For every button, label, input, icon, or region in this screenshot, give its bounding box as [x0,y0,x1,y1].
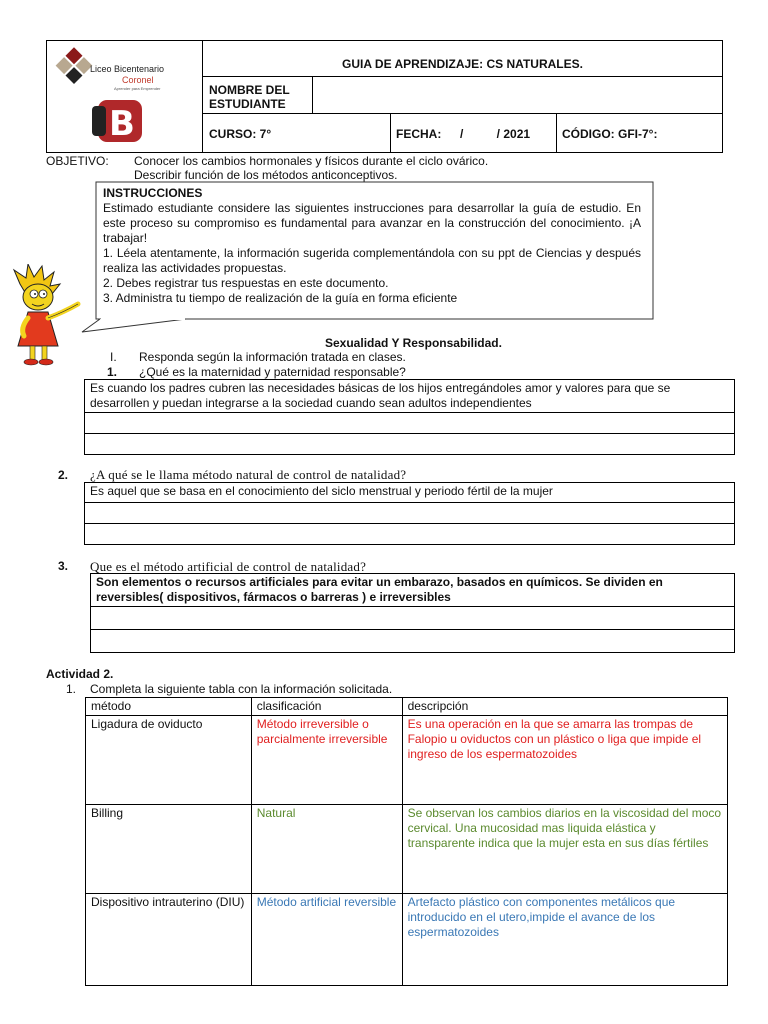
code-label: CÓDIGO: GFI-7°: [562,127,658,141]
method-cell[interactable]: Ligadura de oviducto [86,716,252,805]
section-title: Sexualidad Y Responsabilidad. [325,336,502,350]
classification-cell[interactable]: Método irreversible o parcialmente irreversible [251,716,402,805]
answer-3-blank-line[interactable] [91,607,735,630]
table-row [86,894,728,986]
instructions-item-3: 3. Administra tu tiempo de realización de la guía en forma eficiente [103,291,458,305]
answer-2-blank-line[interactable] [85,524,735,545]
logo-subtext: Coronel [122,75,154,85]
student-label: NOMBRE DEL ESTUDIANTE [209,83,290,111]
objective-label: OBJETIVO: [46,154,109,168]
question-2-text: ¿A qué se le llama método natural de control de natalidad? [90,467,407,482]
answer-1-blank-line[interactable] [85,413,735,434]
answer-3-text[interactable]: Son elementos o recursos artificiales para evitar un embarazo, basados en químicos. Se dividen en reversibles( dispositivos, fármacos o barreras ) e irreversibles [91,574,735,607]
answer-table-3 [90,573,735,653]
instructions-item-1: 1. Léela atentamente, la información sugerida complementándola con su ppt de Ciencias y después realiza las actividades propuestas. [103,246,641,275]
objective-line-1: Conocer los cambios hormonales y físicos durante el ciclo ovárico. [134,154,489,168]
column-header-classification: clasificación [251,698,402,716]
question-3-text: Que es el método artificial de control de natalidad? [90,559,367,574]
part-number: I. [110,350,117,364]
answer-3-blank-line[interactable] [91,630,735,653]
description-cell[interactable]: Es una operación en la que se amarra las trompas de Falopio u oviductos con un plástico o liga que impide el ingreso de los espermatozoides [402,716,727,805]
question-1-number: 1. [107,365,118,379]
guide-title: GUIA DE APRENDIZAJE: CS NATURALES. [342,57,583,71]
table-row [86,805,728,894]
classification-cell[interactable]: Natural [251,805,402,894]
activity-instruction-number: 1. [66,682,77,696]
cartoon-girl-illustration [6,264,86,368]
part-instruction: Responda según la información tratada en clases. [139,350,406,364]
method-cell[interactable]: Dispositivo intrauterino (DIU) [86,894,252,986]
activity-title: Actividad 2. [46,667,114,681]
date-value[interactable]: / / 2021 [460,127,531,141]
instructions-box [103,186,641,306]
svg-text:B: B [109,104,135,144]
description-cell[interactable]: Se observan los cambios diarios en la viscosidad del moco cervical. Una mucosidad mas liquida elástica y transparente indica que la mujer esta en sus días fértiles [402,805,727,894]
date-label: FECHA: [396,127,442,141]
column-header-method: método [86,698,252,716]
instructions-intro: Estimado estudiante considere las siguientes instrucciones para desarrollar la guía de estudio. En este proceso su compromiso es fundamental para avanzar en la construcción del conocimiento. ¡A trabajar! [103,201,641,245]
answer-2-text[interactable]: Es aquel que se basa en el conocimiento del siclo menstrual y periodo fértil de la mujer [85,483,735,503]
description-cell[interactable]: Artefacto plástico con componentes metálicos que introducido en el utero,impide el avance de los espermatozoides [402,894,727,986]
logo-tagline: Aprender para Emprender [114,86,161,91]
methods-table [85,697,728,986]
answer-2-blank-line[interactable] [85,503,735,524]
answer-table-1 [84,379,735,455]
answer-table-2 [84,482,735,545]
instructions-item-2: 2. Debes registrar tus respuestas en este documento. [103,276,389,290]
question-1-text: ¿Qué es la maternidad y paternidad responsable? [139,365,406,379]
answer-1-text[interactable]: Es cuando los padres cubren las necesidades básicas de los hijos entregándoles amor y valores para que se desarrollen y puedan integrarse a la sociedad cuando sean adultos independientes [85,380,735,413]
instructions-title: INSTRUCCIONES [103,186,203,200]
question-3-number: 3. [58,559,69,573]
column-header-description: descripción [402,698,727,716]
classification-cell[interactable]: Método artificial reversible [251,894,402,986]
method-cell[interactable]: Billing [86,805,252,894]
school-logo [52,42,198,150]
question-2-number: 2. [58,468,69,482]
course-label: CURSO: 7° [209,127,272,141]
table-row [86,716,728,805]
answer-1-blank-line[interactable] [85,434,735,455]
student-name-field[interactable] [314,78,720,111]
logo-text: Liceo Bicentenario [90,64,165,74]
objective-line-2: Describir función de los métodos anticonceptivos. [134,168,398,182]
activity-instruction: Completa la siguiente tabla con la información solicitada. [90,682,393,696]
school-logo-icon [52,42,198,150]
header-table [46,40,723,153]
